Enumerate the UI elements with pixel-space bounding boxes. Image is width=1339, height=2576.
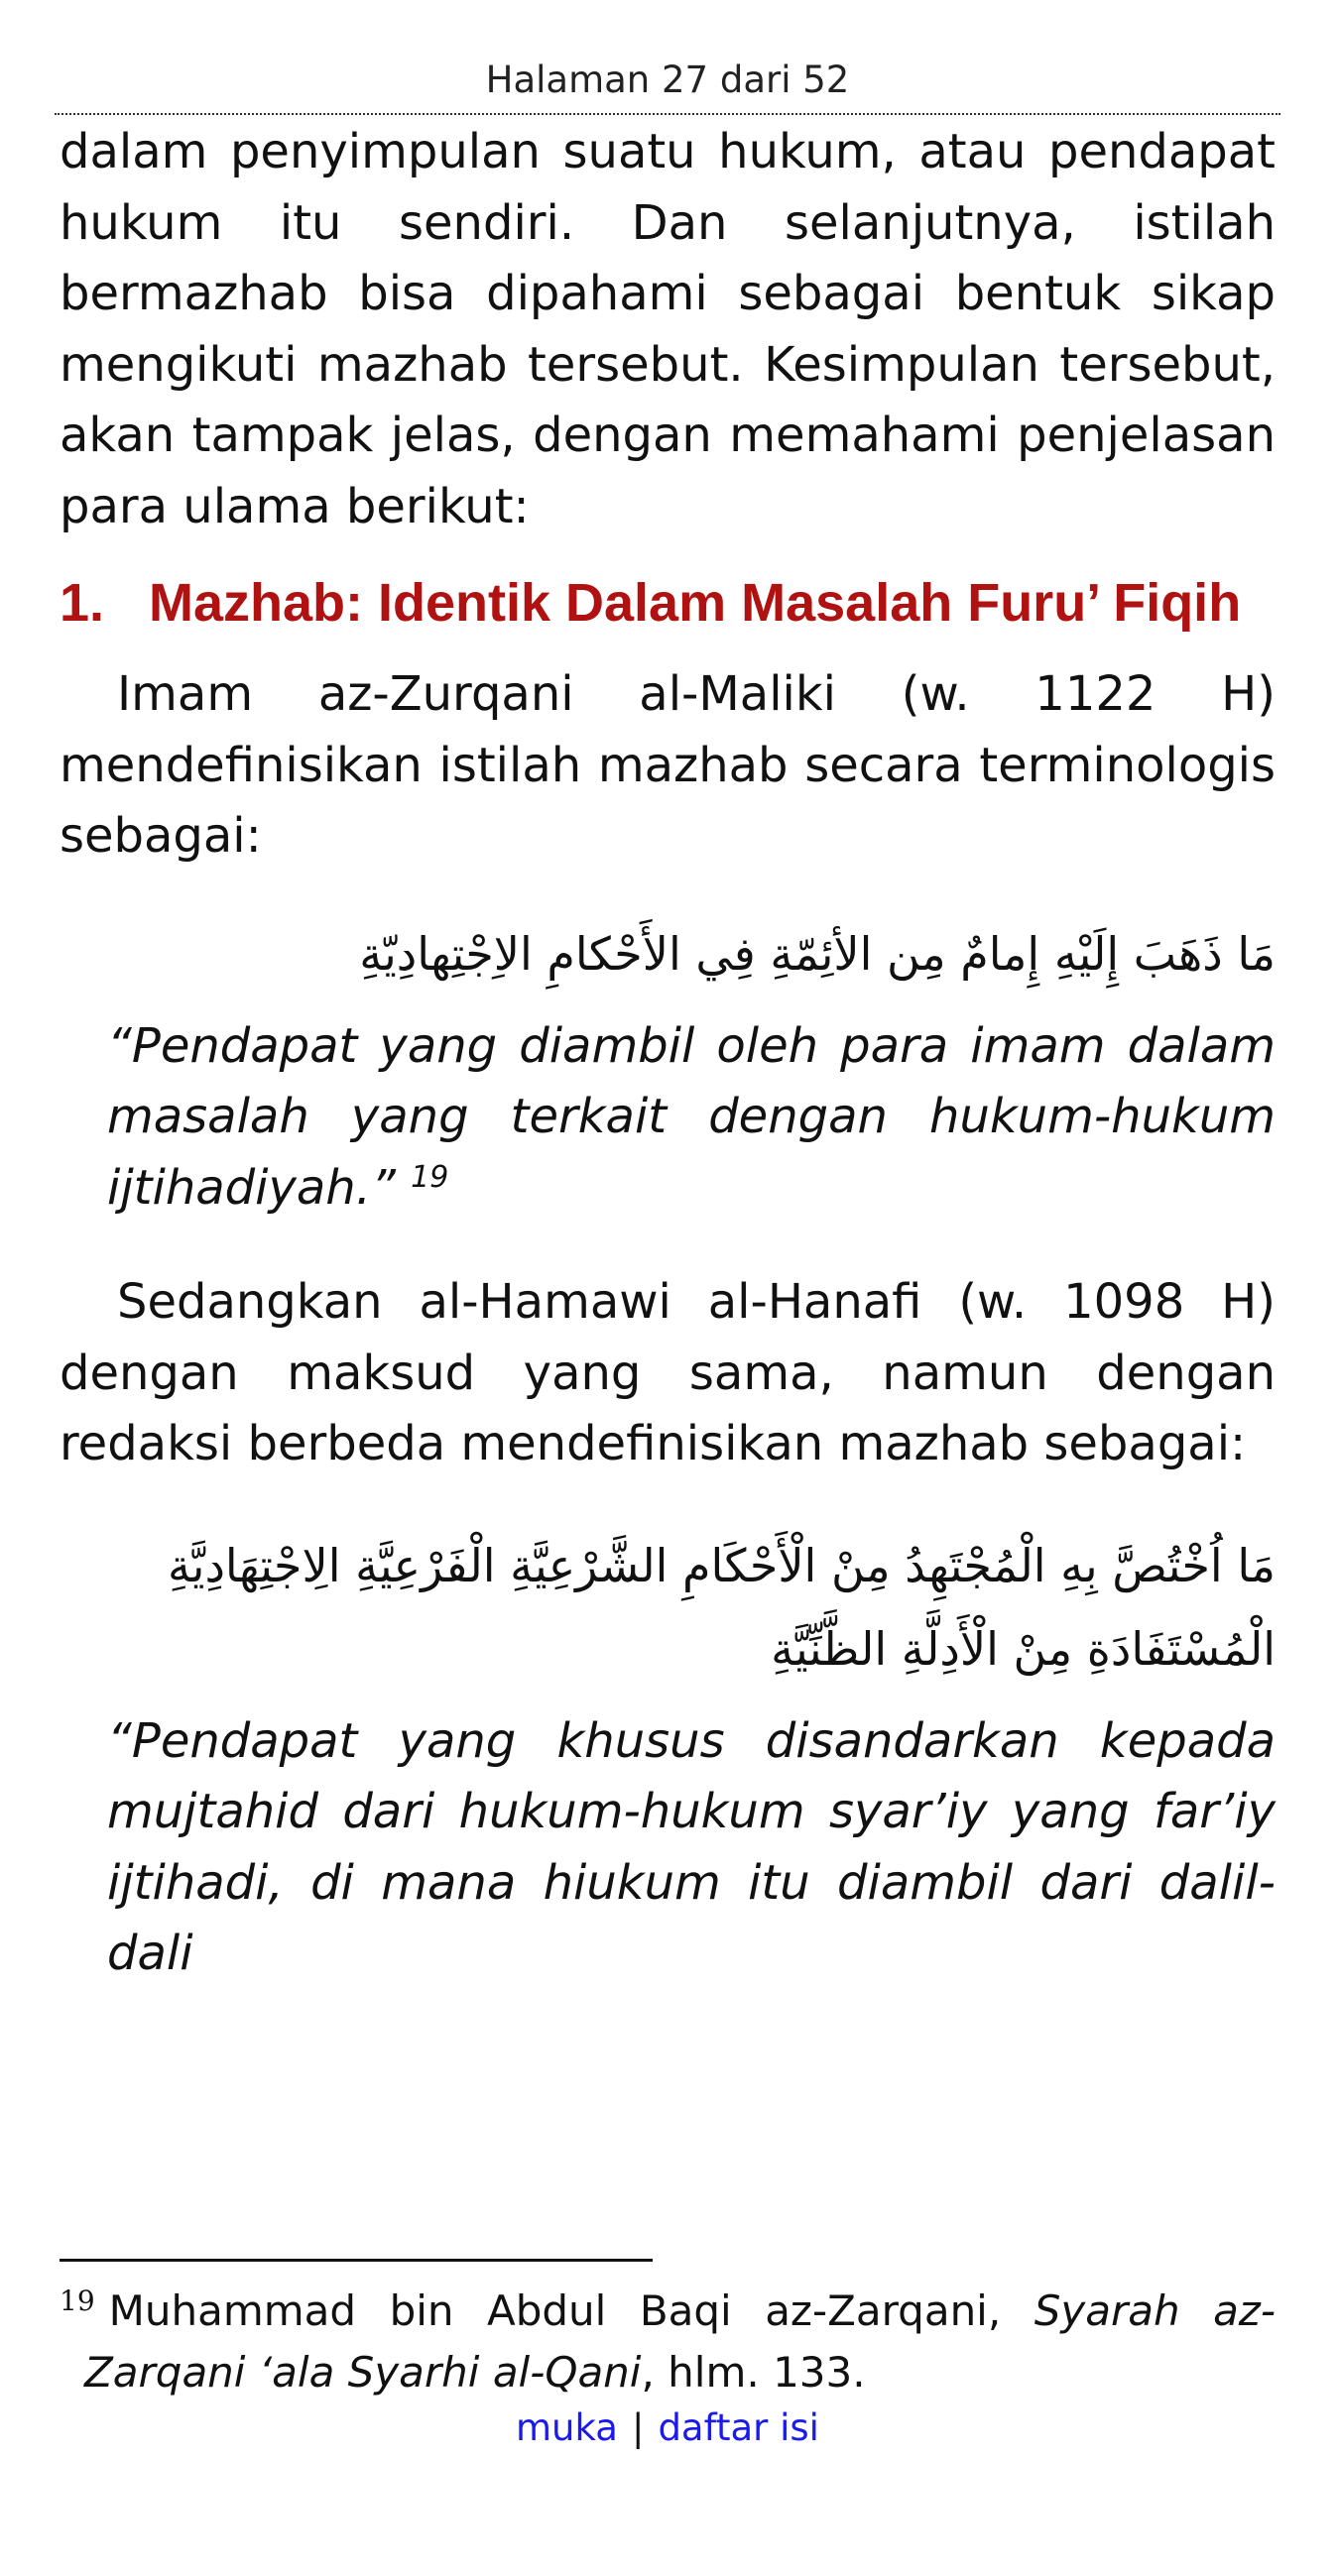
footnote-reference[interactable]: 19 bbox=[411, 1159, 449, 1195]
quote-translation-2: “Pendapat yang khusus disandarkan kepada mujtahid dari hukum-hukum syar’iy yang far’iy ijtihadi, di mana hiukum itu diambil dari dalil-dali bbox=[107, 1712, 1276, 1981]
arabic-definition-2: مَا اُخْتُصَّ بِهِ الْمُجْتَهِدُ مِنْ الْأَحْكَامِ الشَّرْعِيَّةِ الْفَرْعِيَّةِ الِاجْتِهَادِيَّةِ الْمُسْتَفَادَةِ مِنْ الْأَدِلَّةِ الظَّنِّيَّةِ bbox=[167, 1538, 1276, 1676]
header-divider bbox=[55, 113, 1280, 115]
footnote-text-after: , hlm. 133. bbox=[641, 2348, 866, 2397]
front-page-link[interactable]: muka bbox=[516, 2406, 618, 2449]
zurqani-paragraph: Imam az-Zurqani al-Maliki (w. 1122 H) mendefinisikan istilah mazhab secara terminologis sebagai: bbox=[60, 666, 1276, 864]
section-number: 1. bbox=[60, 573, 105, 633]
footnote-number: 19 bbox=[60, 2284, 95, 2317]
section-heading bbox=[60, 570, 1276, 636]
page-content bbox=[60, 117, 1276, 1990]
nav-separator: | bbox=[631, 2406, 645, 2449]
quote-1-text: “Pendapat yang diambil oleh para imam dalam masalah yang terkait dengan hukum-hukum ijtihadiyah.” bbox=[107, 1017, 1276, 1216]
hamawi-paragraph: Sedangkan al-Hamawi al-Hanafi (w. 1098 H) dengan maksud yang sama, namun dengan redaksi berbeda mendefinisikan mazhab sebagai: bbox=[60, 1274, 1276, 1471]
arabic-definition-1: مَا ذَهَبَ إِلَيْهِ إِمامٌ مِن الأئِمّةِ فِي الأَحْكامِ الاِجْتِهادِيّةِ bbox=[359, 926, 1276, 981]
footnote-text-before: Muhammad bin Abdul Baqi az-Zarqani, bbox=[108, 2286, 1035, 2335]
table-of-contents-link[interactable]: daftar isi bbox=[658, 2406, 819, 2449]
footnote-divider bbox=[60, 2259, 653, 2262]
page-number-label: Halaman 27 dari 52 bbox=[485, 59, 850, 101]
footnote-book-title: Syarah az-Zarqani ‘ala Syarhi al-Qani bbox=[84, 2286, 1277, 2397]
section-title: Mazhab: Identik Dalam Masalah Furu’ Fiqih bbox=[149, 573, 1242, 633]
footnote-19 bbox=[60, 2281, 1276, 2403]
page-navigation bbox=[55, 2403, 1280, 2453]
intro-paragraph: dalam penyimpulan suatu hukum, atau pendapat hukum itu sendiri. Dan selanjutnya, istilah bermazhab bisa dipahami sebagai bentuk sikap mengikuti mazhab tersebut. Kesimpulan tersebut, akan tampak jelas, dengan memahami penjelasan para ulama berikut: bbox=[60, 124, 1276, 534]
quote-translation-1 bbox=[107, 1011, 1276, 1225]
